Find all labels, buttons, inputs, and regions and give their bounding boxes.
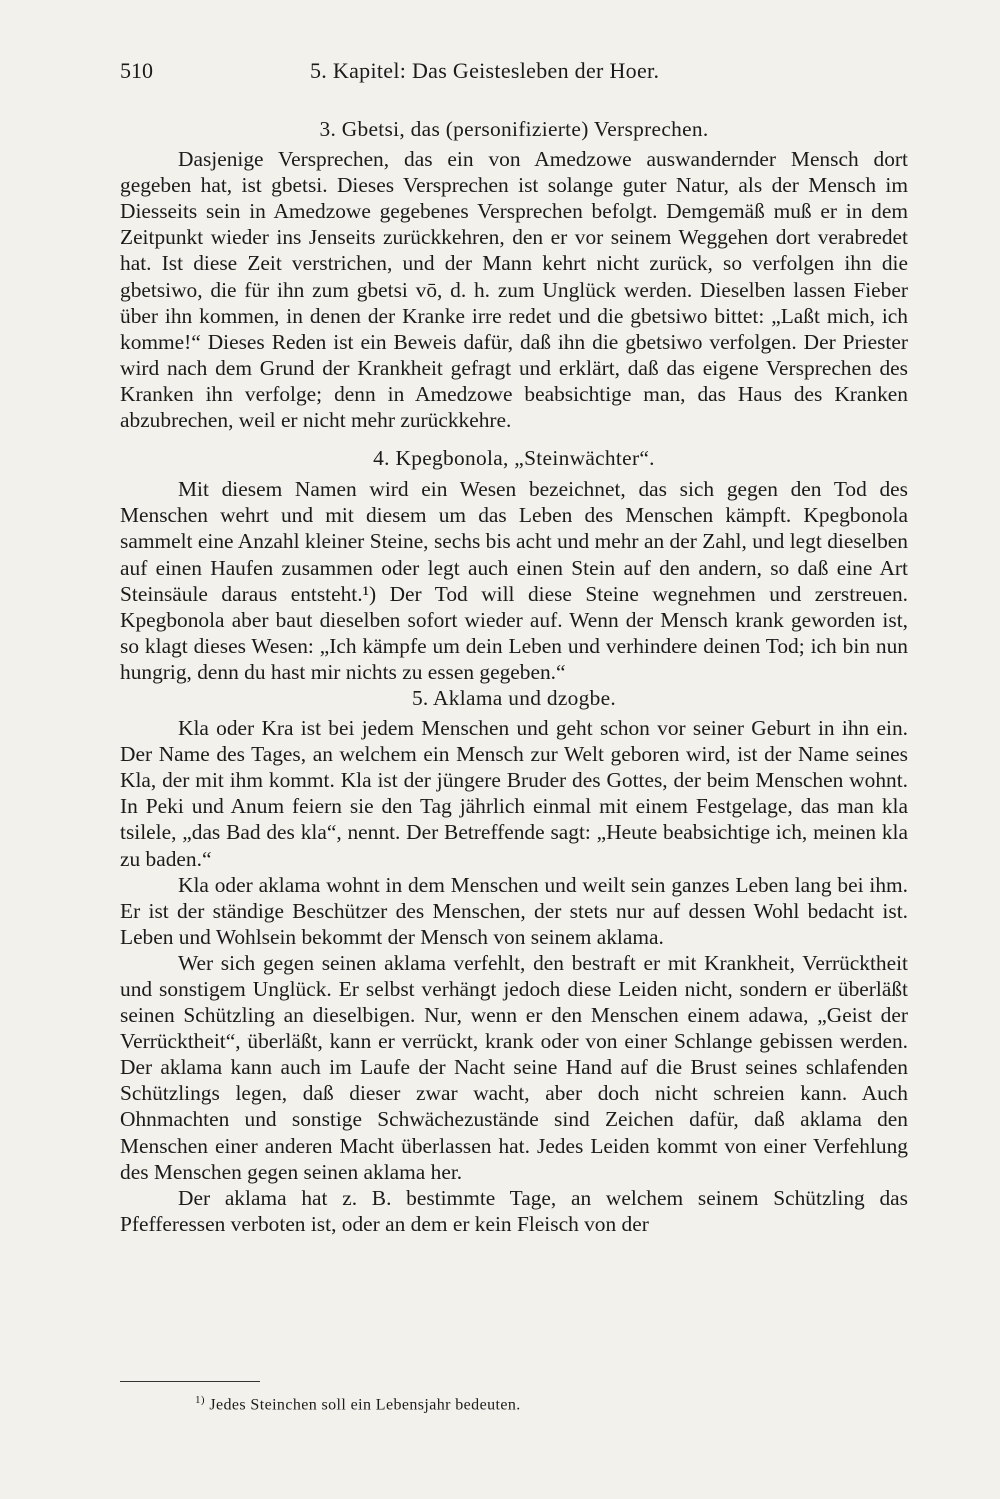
paragraph: Kla oder Kra ist bei jedem Menschen und geht schon vor seiner Geburt in ihn ein. Der Name des Tages, an welchem ein Mensch zur Welt geboren wird, ist der Name seines Kla, der mit ihm kommt. Kla ist der jüngere Bruder des Gottes, der beim Menschen wohnt. In Peki und Anum feiern sie den Tag jährlich einmal mit einem Festgelage, das man kla tsilele, „das Bad des kla“, nennt. Der Betreffende sagt: „Heute beabsichtige ich, meinen kla zu baden.“	[120, 716, 908, 871]
page-header	[120, 58, 910, 92]
page-body	[120, 112, 908, 1237]
paragraph: Dasjenige Versprechen, das ein von Amedzowe auswandernder Mensch dort gegeben hat, ist gbetsi. Dieses Versprechen ist solange guter Natur, als der Mensch im Diesseits sein in Amedzowe gegebenes Versprechen befolgt. Demgemäß muß er in dem Zeitpunkt wieder ins Jenseits zurückkehren, den er vor seinem Weggehen dort verabredet hat. Ist diese Zeit verstrichen, und der Mann kehrt nicht zurück, so verfolgen ihn die gbetsiwo, die für ihn zum gbetsi vō, d. h. zum Unglück werden. Dieselben lassen Fieber über ihn kommen, in denen der Kranke irre redet und die gbetsiwo bittet: „Laßt mich, ich komme!“ Dieses Reden ist ein Beweis dafür, daß ihn die gbetsiwo verfolgen. Der Priester wird nach dem Grund der Krankheit gefragt und erklärt, daß das eigene Versprechen des Kranken ihn verfolge; denn in Amedzowe beabsichtige man, das Haus des Kranken abzubrechen, weil er nicht mehr zurückkehre.	[120, 147, 908, 433]
footnote-text: Jedes Steinchen soll ein Lebensjahr bedeuten.	[209, 1396, 521, 1414]
footnote	[195, 1394, 895, 1414]
paragraph: Kla oder aklama wohnt in dem Menschen und weilt sein ganzes Leben lang bei ihm. Er ist der ständige Beschützer des Menschen, der stets nur auf dessen Wohl bedacht ist. Leben und Wohlsein bekommt der Mensch von seinem aklama.	[120, 872, 908, 949]
section-heading-kpegbonola: 4. Kpegbonola, „Steinwächter“.	[373, 446, 655, 471]
footnote-rule	[120, 1381, 260, 1382]
section-heading-aklama: 5. Aklama und dzogbe.	[411, 685, 617, 710]
page-number: 510	[120, 58, 153, 83]
footnote-marker: 1)	[195, 1394, 205, 1406]
paragraph: Wer sich gegen seinen aklama verfehlt, den bestraft er mit Krankheit, Verrücktheit und sonstigem Unglück. Er selbst verhängt jedoch diese Leiden nicht, sondern er überläßt seinen Schützling an dieselbigen. Nur, wenn er den Menschen einem adawa, „Geist der Verrücktheit“, überläßt, kann er verrückt, krank oder von einer Schlange gebissen werden. Der aklama kann auch im Laufe der Nacht seine Hand auf die Brust seines schlafenden Schützlings legen, daß dieser zwar wacht, aber doch nicht schreien kann. Auch Ohnmachten und sonstige Schwächezustände sind Zeichen dafür, daß aklama den Menschen einer anderen Macht überlassen hat. Jedes Leiden kommt von einer Verfehlung des Menschen gegen seinen aklama her.	[120, 950, 908, 1184]
section-heading-gbetsi: 3. Gbetsi, das (personifizierte) Versprechen.	[319, 117, 709, 141]
paragraph: Mit diesem Namen wird ein Wesen bezeichnet, das sich gegen den Tod des Menschen wehrt und mit diesem um das Leben des Menschen kämpft. Kpegbonola sammelt eine Anzahl kleiner Steine, sechs bis acht und mehr an der Zahl, und legt dieselben auf einen Haufen zusammen oder legt auch einen Stein auf den andern, so daß eine Art Steinsäule daraus entsteht.¹) Der Tod will diese Steine wegnehmen und zerstreuen. Kpegbonola aber baut dieselben sofort wieder auf. Wenn der Mensch krank geworden ist, so klagt dieses Wesen: „Ich kämpfe um dein Leben und verhindere deinen Tod; ich bin nun hungrig, denn du hast mir nichts zu essen gegeben.“	[120, 477, 908, 684]
paragraph: Der aklama hat z. B. bestimmte Tage, an welchem seinem Schützling das Pfefferessen verboten ist, oder an dem er kein Fleisch von der	[120, 1185, 908, 1236]
running-title: 5. Kapitel: Das Geistesleben der Hoer.	[310, 58, 660, 83]
